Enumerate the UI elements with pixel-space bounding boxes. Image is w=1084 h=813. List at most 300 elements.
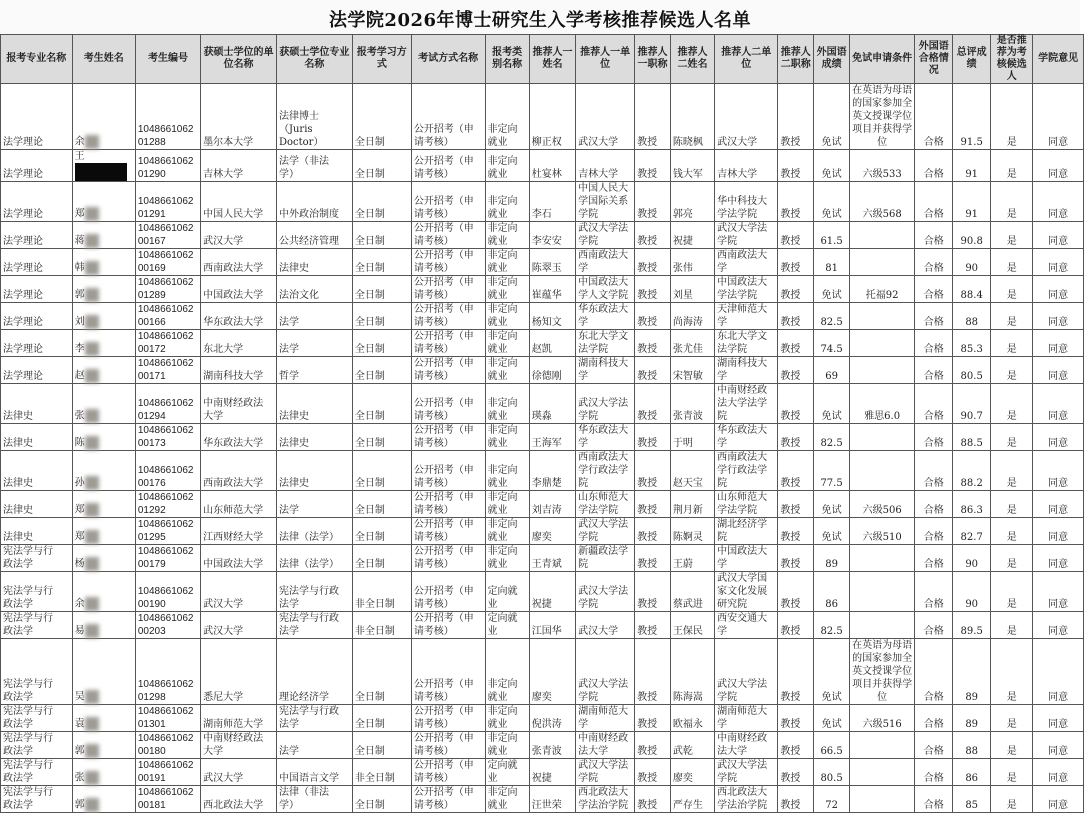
cell-r1u xyxy=(576,572,635,612)
cell-text-rec: 是 xyxy=(1006,626,1017,637)
name-redaction xyxy=(85,288,99,302)
cell-unit xyxy=(201,84,277,150)
cell-id xyxy=(135,786,200,813)
cell-text-r2: 张伟 xyxy=(672,263,693,274)
cell-text-cat: 非定向 就业 xyxy=(487,124,518,148)
cell-id xyxy=(135,612,200,639)
cell-rec xyxy=(991,150,1033,182)
cell-r2u xyxy=(715,705,778,732)
cell-text-fl: 免试 xyxy=(821,692,842,703)
cell-op xyxy=(1033,491,1084,518)
cell-pass xyxy=(915,518,953,545)
cell-text-exam: 公开招考（申 请考核） xyxy=(413,733,474,757)
cell-text-unit: 湖南师范大学 xyxy=(203,719,264,730)
cell-exempt xyxy=(849,384,914,424)
cell-text-cat: 非定向 就业 xyxy=(487,492,518,516)
cell-text-op: 同意 xyxy=(1048,626,1069,637)
cell-score xyxy=(953,639,991,705)
candidate-table xyxy=(0,34,1084,813)
cell-text-major: 法律史 xyxy=(3,505,33,516)
cell-text-id: 1048661062 01292 xyxy=(137,492,194,516)
cell-text-score: 88 xyxy=(965,746,979,757)
cell-text-degree: 理论经济学 xyxy=(278,692,329,703)
cell-text-mode: 全日制 xyxy=(354,800,385,811)
cell-text-r1u: 中南财经政 法大学 xyxy=(578,733,629,757)
cell-text-r1: 祝捷 xyxy=(531,773,552,784)
cell-text-fl: 免试 xyxy=(821,505,842,516)
cell-text-degree: 法学 xyxy=(278,505,299,516)
cell-r1t xyxy=(635,84,671,150)
cell-text-r1t: 教授 xyxy=(637,344,658,355)
cell-text-fl: 69 xyxy=(825,371,838,382)
cell-r1 xyxy=(529,518,575,545)
cell-text-fl: 77.5 xyxy=(820,478,843,489)
cell-r2t xyxy=(778,222,814,249)
cell-r1 xyxy=(529,424,575,451)
cell-text-score: 91.5 xyxy=(960,137,983,148)
cell-fl xyxy=(814,491,850,518)
cell-text-unit: 湖南科技大学 xyxy=(203,371,264,382)
cell-text-degree: 法律史 xyxy=(278,478,309,489)
cell-score xyxy=(953,732,991,759)
name-redaction xyxy=(85,717,99,731)
cell-text-degree: 法学 xyxy=(278,317,299,328)
cell-r1 xyxy=(529,572,575,612)
cell-text-major: 法律史 xyxy=(3,532,33,543)
cell-text-degree: 法学（非法 学） xyxy=(278,156,329,180)
cell-unit xyxy=(201,732,277,759)
cell-text-r1t: 教授 xyxy=(637,438,658,449)
cell-text-exam: 公开招考（申 请考核） xyxy=(413,613,474,637)
cell-fl xyxy=(814,424,850,451)
cell-r2 xyxy=(670,491,714,518)
cell-text-major: 法学理论 xyxy=(3,263,43,274)
cell-name xyxy=(72,759,135,786)
cell-text-r2u: 天津师范大 学 xyxy=(717,304,768,328)
table-header-row xyxy=(1,35,1084,84)
document-title: 法学院2026年博士研究生入学考核推荐候选人名单 xyxy=(328,10,752,31)
cell-cat xyxy=(485,545,529,572)
cell-text-mode: 全日制 xyxy=(354,290,385,301)
cell-text-rec: 是 xyxy=(1006,290,1017,301)
cell-text-degree: 法学 xyxy=(278,746,299,757)
cell-exam xyxy=(411,451,485,491)
cell-r1 xyxy=(529,182,575,222)
cell-text-major: 法学理论 xyxy=(3,317,43,328)
cell-text-r1: 徐德刚 xyxy=(531,371,562,382)
cell-text-degree: 中国语言文学 xyxy=(278,773,339,784)
cell-name xyxy=(72,572,135,612)
table-row xyxy=(1,545,1084,572)
cell-text-r1: 张青波 xyxy=(531,746,562,757)
cell-op xyxy=(1033,276,1084,303)
cell-r2u xyxy=(715,786,778,813)
candidate-name: 韩 xyxy=(74,262,85,274)
cell-major xyxy=(1,424,73,451)
candidate-name: 郭 xyxy=(74,289,85,301)
cell-pass xyxy=(915,424,953,451)
cell-rec xyxy=(991,451,1033,491)
cell-text-r1: 崔蕴华 xyxy=(531,290,562,301)
cell-unit xyxy=(201,150,277,182)
cell-name xyxy=(72,384,135,424)
cell-text-exam: 公开招考（申 请考核） xyxy=(413,196,474,220)
cell-text-op: 同意 xyxy=(1048,746,1069,757)
cell-r1t xyxy=(635,357,671,384)
cell-mode xyxy=(352,424,411,451)
cell-mode xyxy=(352,786,411,813)
cell-text-op: 同意 xyxy=(1048,773,1069,784)
cell-text-degree: 法律（非法 学） xyxy=(278,787,329,811)
cell-exempt xyxy=(849,639,914,705)
cell-text-op: 同意 xyxy=(1048,692,1069,703)
cell-text-major: 法学理论 xyxy=(3,169,43,180)
cell-score xyxy=(953,84,991,150)
table-row xyxy=(1,303,1084,330)
cell-r2 xyxy=(670,222,714,249)
cell-text-mode: 全日制 xyxy=(354,263,385,274)
cell-id xyxy=(135,276,200,303)
cell-degree xyxy=(276,330,352,357)
cell-text-r2: 赵天宝 xyxy=(672,478,703,489)
cell-text-r2: 严存生 xyxy=(672,800,703,811)
cell-text-r2u: 武汉大学法 学院 xyxy=(717,223,768,247)
cell-text-r2u: 武汉大学法 学院 xyxy=(717,760,768,784)
cell-cat xyxy=(485,330,529,357)
cell-score xyxy=(953,357,991,384)
cell-exam xyxy=(411,303,485,330)
cell-mode xyxy=(352,182,411,222)
cell-fl xyxy=(814,732,850,759)
cell-text-cat: 非定向 就业 xyxy=(487,679,518,703)
cell-text-degree: 宪法学与行政 法学 xyxy=(278,613,339,637)
table-row xyxy=(1,150,1084,182)
cell-r1 xyxy=(529,384,575,424)
column-header: 推荐人一职称 xyxy=(635,35,671,84)
cell-text-unit: 江西财经大学 xyxy=(203,532,264,543)
cell-cat xyxy=(485,150,529,182)
cell-text-op: 同意 xyxy=(1048,438,1069,449)
cell-exam xyxy=(411,384,485,424)
cell-text-r1u: 西北政法大 学法治学院 xyxy=(578,787,629,811)
cell-unit xyxy=(201,182,277,222)
cell-text-mode: 全日制 xyxy=(354,317,385,328)
cell-r1u xyxy=(576,357,635,384)
cell-r2 xyxy=(670,84,714,150)
cell-score xyxy=(953,303,991,330)
cell-unit xyxy=(201,639,277,705)
cell-fl xyxy=(814,518,850,545)
cell-text-op: 同意 xyxy=(1048,169,1069,180)
cell-rec xyxy=(991,384,1033,424)
cell-name xyxy=(72,612,135,639)
candidate-name: 陈 xyxy=(74,437,85,449)
cell-rec xyxy=(991,786,1033,813)
cell-text-pass: 合格 xyxy=(923,626,944,637)
cell-text-fl: 89 xyxy=(825,559,838,570)
cell-text-op: 同意 xyxy=(1048,478,1069,489)
cell-r1t xyxy=(635,249,671,276)
cell-degree xyxy=(276,786,352,813)
cell-cat xyxy=(485,424,529,451)
cell-unit xyxy=(201,451,277,491)
cell-text-r2t: 教授 xyxy=(780,626,801,637)
cell-text-unit: 中国政法大学 xyxy=(203,290,264,301)
cell-text-exam: 公开招考（申 请考核） xyxy=(413,760,474,784)
cell-major xyxy=(1,705,73,732)
cell-text-mode: 全日制 xyxy=(354,478,385,489)
cell-text-r2: 祝捷 xyxy=(672,236,693,247)
cell-r2 xyxy=(670,639,714,705)
cell-op xyxy=(1033,357,1084,384)
cell-text-r2t: 教授 xyxy=(780,344,801,355)
cell-major xyxy=(1,276,73,303)
cell-text-pass: 合格 xyxy=(923,411,944,422)
cell-text-rec: 是 xyxy=(1006,411,1017,422)
cell-r2 xyxy=(670,572,714,612)
cell-text-op: 同意 xyxy=(1048,137,1069,148)
cell-exempt xyxy=(849,705,914,732)
cell-name xyxy=(72,249,135,276)
cell-exempt xyxy=(849,357,914,384)
name-redaction xyxy=(85,690,99,704)
cell-text-exam: 公开招考（申 请考核） xyxy=(413,679,474,703)
cell-text-r1t: 教授 xyxy=(637,478,658,489)
cell-text-exempt: 六级510 xyxy=(862,532,902,543)
cell-mode xyxy=(352,491,411,518)
cell-name xyxy=(72,545,135,572)
cell-r2t xyxy=(778,451,814,491)
cell-r2u xyxy=(715,303,778,330)
cell-id xyxy=(135,491,200,518)
cell-text-pass: 合格 xyxy=(923,559,944,570)
cell-text-op: 同意 xyxy=(1048,719,1069,730)
cell-op xyxy=(1033,249,1084,276)
cell-unit xyxy=(201,222,277,249)
cell-cat xyxy=(485,732,529,759)
cell-text-exempt: 雅思6.0 xyxy=(864,411,901,422)
cell-text-exempt: 在英语为母语 的国家参加全 英文授课学位 项目并获得学 位 xyxy=(852,640,913,703)
cell-text-id: 1048661062 00181 xyxy=(137,787,194,811)
cell-op xyxy=(1033,451,1084,491)
cell-r1u xyxy=(576,424,635,451)
cell-text-major: 法律史 xyxy=(3,411,33,422)
cell-text-r2: 廖奕 xyxy=(672,773,693,784)
cell-text-unit: 墨尔本大学 xyxy=(203,137,254,148)
cell-rec xyxy=(991,705,1033,732)
table-row xyxy=(1,182,1084,222)
cell-text-r1t: 教授 xyxy=(637,532,658,543)
cell-text-rec: 是 xyxy=(1006,692,1017,703)
cell-exam xyxy=(411,545,485,572)
cell-text-rec: 是 xyxy=(1006,263,1017,274)
cell-text-r2: 于明 xyxy=(672,438,693,449)
table-row xyxy=(1,612,1084,639)
cell-r1 xyxy=(529,732,575,759)
cell-rec xyxy=(991,612,1033,639)
cell-r2u xyxy=(715,150,778,182)
cell-text-r1t: 教授 xyxy=(637,169,658,180)
cell-pass xyxy=(915,303,953,330)
cell-pass xyxy=(915,222,953,249)
cell-text-unit: 中国人民大学 xyxy=(203,209,264,220)
cell-r2t xyxy=(778,518,814,545)
cell-rec xyxy=(991,249,1033,276)
cell-major xyxy=(1,451,73,491)
name-redaction xyxy=(85,409,99,423)
cell-text-r1: 杜宴林 xyxy=(531,169,562,180)
cell-r2u xyxy=(715,424,778,451)
cell-text-r2t: 教授 xyxy=(780,411,801,422)
cell-fl xyxy=(814,357,850,384)
cell-fl xyxy=(814,84,850,150)
cell-text-pass: 合格 xyxy=(923,599,944,610)
cell-text-op: 同意 xyxy=(1048,532,1069,543)
cell-text-exam: 公开招考（申 请考核） xyxy=(413,546,474,570)
cell-text-r2t: 教授 xyxy=(780,317,801,328)
cell-r2 xyxy=(670,150,714,182)
cell-text-r1: 王青斌 xyxy=(531,559,562,570)
cell-text-id: 1048661062 01298 xyxy=(137,679,194,703)
cell-major xyxy=(1,384,73,424)
cell-text-mode: 全日制 xyxy=(354,344,385,355)
cell-mode xyxy=(352,759,411,786)
cell-text-r2t: 教授 xyxy=(780,719,801,730)
cell-text-mode: 全日制 xyxy=(354,236,385,247)
cell-mode xyxy=(352,222,411,249)
cell-id xyxy=(135,249,200,276)
cell-exam xyxy=(411,182,485,222)
cell-name xyxy=(72,182,135,222)
cell-degree xyxy=(276,150,352,182)
cell-r2t xyxy=(778,384,814,424)
cell-r2u xyxy=(715,357,778,384)
cell-degree xyxy=(276,182,352,222)
cell-r1t xyxy=(635,545,671,572)
table-body xyxy=(1,84,1084,813)
cell-r1 xyxy=(529,759,575,786)
cell-r1 xyxy=(529,491,575,518)
cell-exempt xyxy=(849,786,914,813)
cell-text-op: 同意 xyxy=(1048,290,1069,301)
cell-r2 xyxy=(670,276,714,303)
cell-op xyxy=(1033,384,1084,424)
name-redaction xyxy=(85,557,99,571)
cell-text-fl: 免试 xyxy=(821,532,842,543)
cell-text-degree: 法治文化 xyxy=(278,290,319,301)
cell-text-score: 88.4 xyxy=(960,290,983,301)
cell-text-r1t: 教授 xyxy=(637,626,658,637)
cell-exam xyxy=(411,759,485,786)
cell-text-degree: 法学 xyxy=(278,344,299,355)
cell-text-pass: 合格 xyxy=(923,746,944,757)
cell-rec xyxy=(991,357,1033,384)
cell-text-r2u: 武汉大学法 学院 xyxy=(717,679,768,703)
cell-text-fl: 免试 xyxy=(821,169,842,180)
cell-r1u xyxy=(576,276,635,303)
cell-op xyxy=(1033,84,1084,150)
cell-text-id: 1048661062 01295 xyxy=(137,519,194,543)
cell-text-r1t: 教授 xyxy=(637,599,658,610)
cell-r1t xyxy=(635,150,671,182)
cell-degree xyxy=(276,639,352,705)
cell-op xyxy=(1033,222,1084,249)
column-header: 获硕士学位专业名称 xyxy=(276,35,352,84)
cell-text-r1t: 教授 xyxy=(637,317,658,328)
cell-text-score: 89 xyxy=(965,692,979,703)
cell-text-rec: 是 xyxy=(1006,317,1017,328)
cell-text-unit: 中国政法大学 xyxy=(203,559,264,570)
name-redaction xyxy=(85,530,99,544)
cell-unit xyxy=(201,545,277,572)
cell-text-r2t: 教授 xyxy=(780,692,801,703)
cell-op xyxy=(1033,612,1084,639)
cell-id xyxy=(135,330,200,357)
cell-r2 xyxy=(670,518,714,545)
cell-text-r2t: 教授 xyxy=(780,746,801,757)
cell-id xyxy=(135,222,200,249)
cell-exam xyxy=(411,357,485,384)
cell-op xyxy=(1033,786,1084,813)
cell-r2 xyxy=(670,330,714,357)
cell-text-fl: 免试 xyxy=(821,719,842,730)
cell-mode xyxy=(352,384,411,424)
cell-text-unit: 武汉大学 xyxy=(203,626,244,637)
cell-id xyxy=(135,545,200,572)
cell-text-r1: 瑛淼 xyxy=(531,411,552,422)
cell-cat xyxy=(485,182,529,222)
cell-text-id: 1048661062 00173 xyxy=(137,425,194,449)
cell-text-r1u: 武汉大学法 学院 xyxy=(578,586,629,610)
cell-text-fl: 82.5 xyxy=(820,626,843,637)
cell-major xyxy=(1,545,73,572)
cell-text-cat: 非定向 就业 xyxy=(487,733,518,757)
cell-text-r1t: 教授 xyxy=(637,773,658,784)
cell-degree xyxy=(276,384,352,424)
name-redaction xyxy=(85,207,99,221)
cell-text-r2u: 武汉大学国 家文化发展 研究院 xyxy=(717,573,768,610)
cell-r2u xyxy=(715,249,778,276)
cell-r2t xyxy=(778,732,814,759)
cell-r1u xyxy=(576,491,635,518)
cell-text-major: 法学理论 xyxy=(3,236,43,247)
cell-text-pass: 合格 xyxy=(923,344,944,355)
cell-mode xyxy=(352,639,411,705)
cell-text-op: 同意 xyxy=(1048,559,1069,570)
cell-r2 xyxy=(670,303,714,330)
cell-text-score: 85 xyxy=(965,800,979,811)
cell-fl xyxy=(814,786,850,813)
cell-text-pass: 合格 xyxy=(923,800,944,811)
cell-text-score: 90 xyxy=(965,559,979,570)
cell-text-r2u: 湖北经济学 院 xyxy=(717,519,768,543)
cell-text-mode: 全日制 xyxy=(354,532,385,543)
cell-text-cat: 非定向 就业 xyxy=(487,304,518,328)
cell-cat xyxy=(485,276,529,303)
cell-text-major: 宪法学与行 政法学 xyxy=(3,760,53,784)
cell-text-score: 86.3 xyxy=(960,505,983,516)
cell-text-r1t: 教授 xyxy=(637,137,658,148)
cell-text-r1: 李石 xyxy=(531,209,552,220)
cell-text-unit: 华东政法大学 xyxy=(203,317,264,328)
cell-r2u xyxy=(715,545,778,572)
cell-text-fl: 72 xyxy=(825,800,838,811)
cell-text-r2t: 教授 xyxy=(780,800,801,811)
cell-mode xyxy=(352,357,411,384)
cell-text-mode: 全日制 xyxy=(354,209,385,220)
cell-text-score: 88 xyxy=(965,317,979,328)
cell-text-unit: 西北政法大学 xyxy=(203,800,264,811)
